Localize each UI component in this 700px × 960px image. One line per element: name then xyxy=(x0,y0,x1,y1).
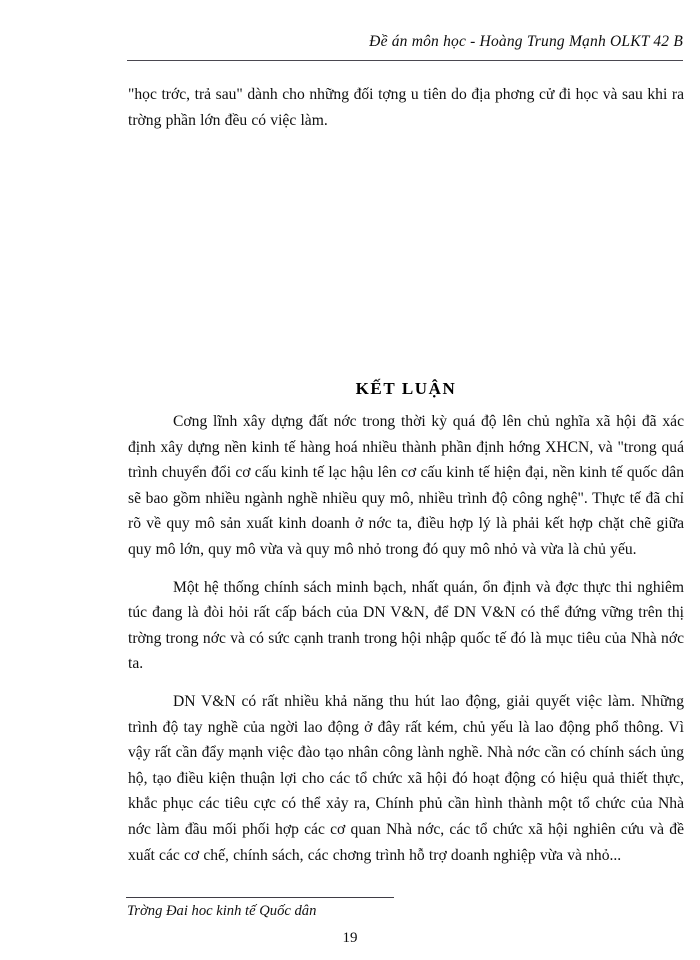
paragraph: "học trớc, trả sau" dành cho những đối tợng u tiên do địa phơng cử đi học và sau khi ra trờng phần lớn đều có việc làm. xyxy=(128,86,684,129)
footer-divider xyxy=(126,897,394,898)
intro-text-block xyxy=(128,82,684,133)
header-divider xyxy=(127,60,683,61)
paragraph: DN V&N có rất nhiều khả năng thu hút lao động, giải quyết việc làm. Những trình độ tay nghề của ngời lao động ở đây rất kém, chủ yếu là lao động phổ thông. Vì vậy rất cần đẩy mạnh việc đào tạo nhân công lành nghề. Nhà nớc cần có chính sách ủng hộ, tạo điều kiện thuận lợi cho các tổ chức xã hội đó hoạt động có hiệu quả thiết thực, khắc phục các tiêu cực có thể xảy ra, Chính phủ cần hình thành một tổ chức của Nhà nớc làm đầu mối phối hợp các cơ quan Nhà nớc, các tổ chức xã hội nghiên cứu và đề xuất các cơ chế, chính sách, các chơng trình hỗ trợ doanh nghiệp vừa và nhỏ... xyxy=(128,692,684,864)
paragraph: Một hệ thống chính sách minh bạch, nhất quán, ổn định và đợc thực thi nghiêm túc đang là đòi hỏi rất cấp bách của DN V&N, để DN V&N có thể đứng vững trên thị trờng trong nớc và có sức cạnh tranh trong hội nhập quốc tế đó là mục tiêu của Nhà nớc ta. xyxy=(128,578,684,673)
page-number: 19 xyxy=(342,930,358,946)
footer-institution: Trờng Đai hoc kinh tế Quốc dân xyxy=(127,903,317,919)
running-header: Đề án môn học - Hoàng Trung Mạnh OLKT 42 B xyxy=(369,33,683,50)
section-heading-conclusion: KẾT LUẬN xyxy=(355,379,457,398)
paragraph: Cơng lĩnh xây dựng đất nớc trong thời kỳ quá độ lên chủ nghĩa xã hội đã xác định xây dựng nền kinh tế hàng hoá nhiều thành phần định hớng XHCN, và "trong quá trình chuyển đổi cơ cấu kinh tế lạc hậu lên cơ cấu kinh tế hiện đại, nền kinh tế quốc dân sẽ bao gồm nhiều ngành nghề nhiều quy mô, nhiều trình độ công nghệ". Thực tế đã chỉ rõ về quy mô sản xuất kinh doanh ở nớc ta, điều hợp lý là phải kết hợp chặt chẽ giữa quy mô lớn, quy mô vừa và quy mô nhỏ trong đó quy mô nhỏ và vừa là chủ yếu. xyxy=(128,413,684,558)
conclusion-text-block xyxy=(128,409,684,868)
